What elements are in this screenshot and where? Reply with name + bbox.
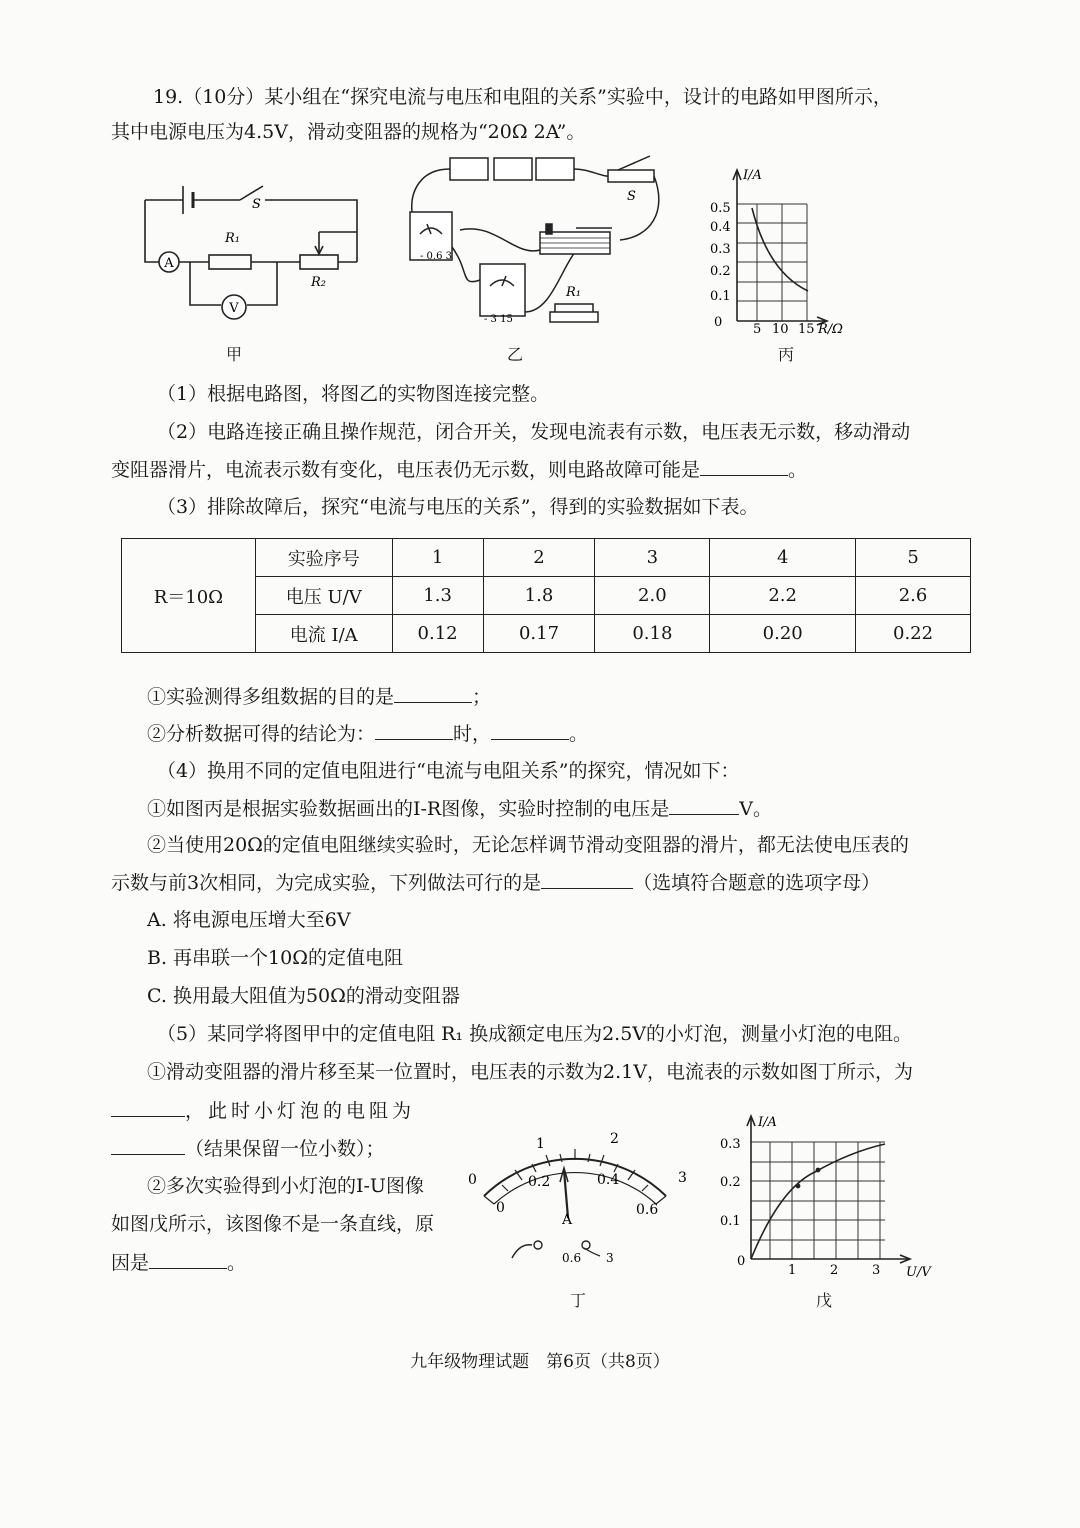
part-5: （5）某同学将图甲中的定值电阻 R₁ 换成额定电压为2.5V的小灯泡，测量小灯泡的电阻。 — [157, 1023, 913, 1045]
table-r-label: R＝10Ω — [122, 539, 256, 653]
bing-origin: 0 — [714, 315, 723, 330]
table-cell: 1 — [392, 539, 483, 577]
bing-ytick-04: 0.4 — [710, 220, 731, 235]
bing-xtick-10: 10 — [772, 322, 789, 337]
ding-scale-1: 1 — [536, 1136, 545, 1152]
figure-jia-caption: 甲 — [225, 345, 242, 364]
part-3-q1-end: ； — [472, 686, 492, 708]
table-cell: 0.20 — [710, 615, 856, 653]
part-5-q2-line-c — [111, 1250, 246, 1275]
figure-bing-caption: 丙 — [777, 345, 794, 364]
table-cell: 0.12 — [392, 615, 483, 653]
part-3-q1-text: ①实验测得多组数据的目的是 — [147, 686, 395, 708]
bing-ytick-05: 0.5 — [710, 201, 731, 216]
part-4-q1-end: V。 — [739, 798, 772, 820]
table-cell: 2 — [483, 539, 595, 577]
experiment-data-table — [121, 538, 971, 653]
yi-voltmeter-terminals: - 3 15 — [484, 314, 513, 325]
part-4-q1-text: ①如图丙是根据实验数据画出的I-R图像，实验时控制的电压是 — [147, 798, 670, 820]
jia-switch-label: S — [252, 197, 261, 212]
wu-xlabel: U/V — [906, 1265, 931, 1280]
part-3-q2-text: ②分析数据可得的结论为： — [147, 723, 376, 745]
table-cell: 0.22 — [856, 615, 971, 653]
part-5-q1-text-b: ，此时小灯泡的电阻为 — [185, 1100, 416, 1122]
part-5-q2-line-b: 如图戊所示，该图像不是一条直线，原 — [111, 1213, 435, 1235]
bing-xlabel: R/Ω — [818, 322, 843, 337]
option-c: C. 换用最大阻值为50Ω的滑动变阻器 — [147, 985, 460, 1007]
part-5-q1-line-c — [111, 1136, 385, 1161]
bing-xtick-15: 15 — [798, 322, 815, 337]
part-4-q2-end: （选填符合题意的选项字母） — [633, 872, 881, 894]
option-b: B. 再串联一个10Ω的定值电阻 — [147, 947, 403, 969]
table-header-current: 电流 I/A — [255, 615, 392, 653]
wu-ytick-03: 0.3 — [720, 1137, 741, 1152]
wu-ytick-01: 0.1 — [720, 1214, 741, 1229]
table-header-voltage: 电压 U/V — [255, 577, 392, 615]
figure-yi-caption: 乙 — [506, 345, 523, 364]
part-4: （4）换用不同的定值电阻进行“电流与电阻关系”的探究，情况如下： — [157, 760, 740, 782]
part-4-q2-text: 示数与前3次相同，为完成实验，下列做法可行的是 — [111, 872, 542, 894]
bing-ytick-02: 0.2 — [710, 264, 731, 279]
wu-ytick-02: 0.2 — [720, 1175, 741, 1190]
wu-xtick-3: 3 — [872, 1263, 881, 1278]
part-2-line-b — [111, 457, 807, 482]
part-3-q2 — [147, 721, 588, 746]
ding-scale-right-3: 3 — [678, 1170, 687, 1186]
ding-scale-left-0: 0 — [468, 1172, 477, 1188]
ding-scale-bottom-02: 0.2 — [528, 1174, 551, 1190]
option-a: A. 将电源电压增大至6V — [147, 909, 351, 931]
ding-unit: A — [562, 1212, 573, 1228]
part-5-q1-line-a: ①滑动变阻器的滑片移至某一位置时，电压表的示数为2.1V，电流表的示数如图丁所示，为 — [147, 1061, 913, 1083]
jia-ammeter-label: A — [164, 256, 174, 271]
part-5-q1-line-b — [111, 1098, 415, 1123]
ding-scale-bottom-04: 0.4 — [597, 1172, 620, 1188]
question-line-1: 19.（10分）某小组在“探究电流与电压和电阻的关系”实验中，设计的电路如甲图所示， — [153, 86, 892, 108]
part-2-line-a: （2）电路连接正确且操作规范，闭合开关，发现电流表有示数，电压表无示数，移动滑动 — [157, 421, 911, 443]
figure-ding-caption: 丁 — [569, 1291, 586, 1310]
wu-xtick-2: 2 — [830, 1263, 839, 1278]
table-row-index — [122, 539, 971, 577]
part-5-q2-blank[interactable] — [149, 1250, 227, 1269]
part-4-q2-line-b — [111, 870, 880, 895]
table-cell: 5 — [856, 539, 971, 577]
part-4-q1-blank[interactable] — [669, 796, 739, 815]
figure-ding-ammeter — [462, 1118, 702, 1278]
part-4-q2-line-a: ②当使用20Ω的定值电阻继续实验时，无论怎样调节滑动变阻器的滑片，都无法使电压表的 — [147, 834, 909, 856]
ding-terminal-06: 0.6 — [562, 1251, 582, 1265]
figure-wu-iu-graph — [720, 1110, 940, 1285]
part-2-period: 。 — [788, 459, 808, 481]
part-5-q1-text-c: （结果保留一位小数）； — [185, 1138, 385, 1160]
table-cell: 2.6 — [856, 577, 971, 615]
jia-r2-label: R₂ — [311, 275, 326, 290]
part-5-q1-blank-2[interactable] — [111, 1136, 185, 1155]
part-5-q1-blank-1[interactable] — [111, 1098, 185, 1117]
figure-yi-physical-circuit — [400, 152, 670, 337]
bing-ytick-03: 0.3 — [710, 242, 731, 257]
part-3-q2-mid: 时， — [453, 723, 492, 745]
part-3-q2-blank-1[interactable] — [375, 721, 453, 740]
part-3-q2-end: 。 — [569, 723, 589, 745]
yi-r1-label: R₁ — [566, 285, 581, 300]
ding-scale-2: 2 — [610, 1131, 619, 1147]
jia-voltmeter-label: V — [229, 301, 239, 316]
part-2-text: 变阻器滑片，电流表示数有变化，电压表仍无示数，则电路故障可能是 — [111, 459, 701, 481]
part-3: （3）排除故障后，探究“电流与电压的关系”，得到的实验数据如下表。 — [157, 496, 759, 518]
question-line-2: 其中电源电压为4.5V，滑动变阻器的规格为“20Ω 2A”。 — [111, 121, 586, 143]
part-1: （1）根据电路图，将图乙的实物图连接完整。 — [157, 383, 550, 405]
figure-bing-ir-graph — [700, 160, 860, 340]
part-3-q2-blank-2[interactable] — [491, 721, 569, 740]
figure-jia-circuit — [135, 170, 375, 330]
table-cell: 3 — [595, 539, 710, 577]
table-cell: 2.0 — [595, 577, 710, 615]
ding-terminal-3: 3 — [606, 1251, 614, 1265]
part-4-q2-blank[interactable] — [541, 870, 633, 889]
part-5-q2-end: 。 — [227, 1252, 247, 1274]
table-cell: 0.18 — [595, 615, 710, 653]
figure-wu-caption: 戊 — [815, 1291, 832, 1310]
yi-ammeter-terminals: - 0.6 3 — [420, 251, 453, 262]
table-cell: 4 — [710, 539, 856, 577]
ding-scale-bottom-06: 0.6 — [636, 1202, 659, 1218]
table-cell: 1.8 — [483, 577, 595, 615]
bing-ytick-01: 0.1 — [710, 289, 731, 304]
table-header-index: 实验序号 — [255, 539, 392, 577]
bing-ylabel: I/A — [743, 168, 762, 183]
part-4-q1 — [147, 796, 772, 821]
wu-xtick-1: 1 — [788, 1263, 797, 1278]
jia-r1-label: R₁ — [225, 231, 240, 246]
part-3-q1 — [147, 684, 491, 709]
part-3-q1-blank[interactable] — [394, 684, 472, 703]
table-cell: 1.3 — [392, 577, 483, 615]
table-cell: 2.2 — [710, 577, 856, 615]
part-5-q2-text-c: 因是 — [111, 1252, 150, 1274]
page-footer: 九年级物理试题 第6页（共8页） — [410, 1352, 670, 1372]
part-2-answer-blank[interactable] — [700, 457, 788, 476]
part-5-q2-line-a: ②多次实验得到小灯泡的I-U图像 — [147, 1175, 424, 1197]
ding-scale-bottom-0: 0 — [496, 1200, 505, 1216]
yi-switch-label: S — [627, 189, 636, 204]
wu-ylabel: I/A — [758, 1115, 777, 1130]
bing-xtick-5: 5 — [753, 322, 762, 337]
table-cell: 0.17 — [483, 615, 595, 653]
wu-origin: 0 — [737, 1254, 746, 1269]
